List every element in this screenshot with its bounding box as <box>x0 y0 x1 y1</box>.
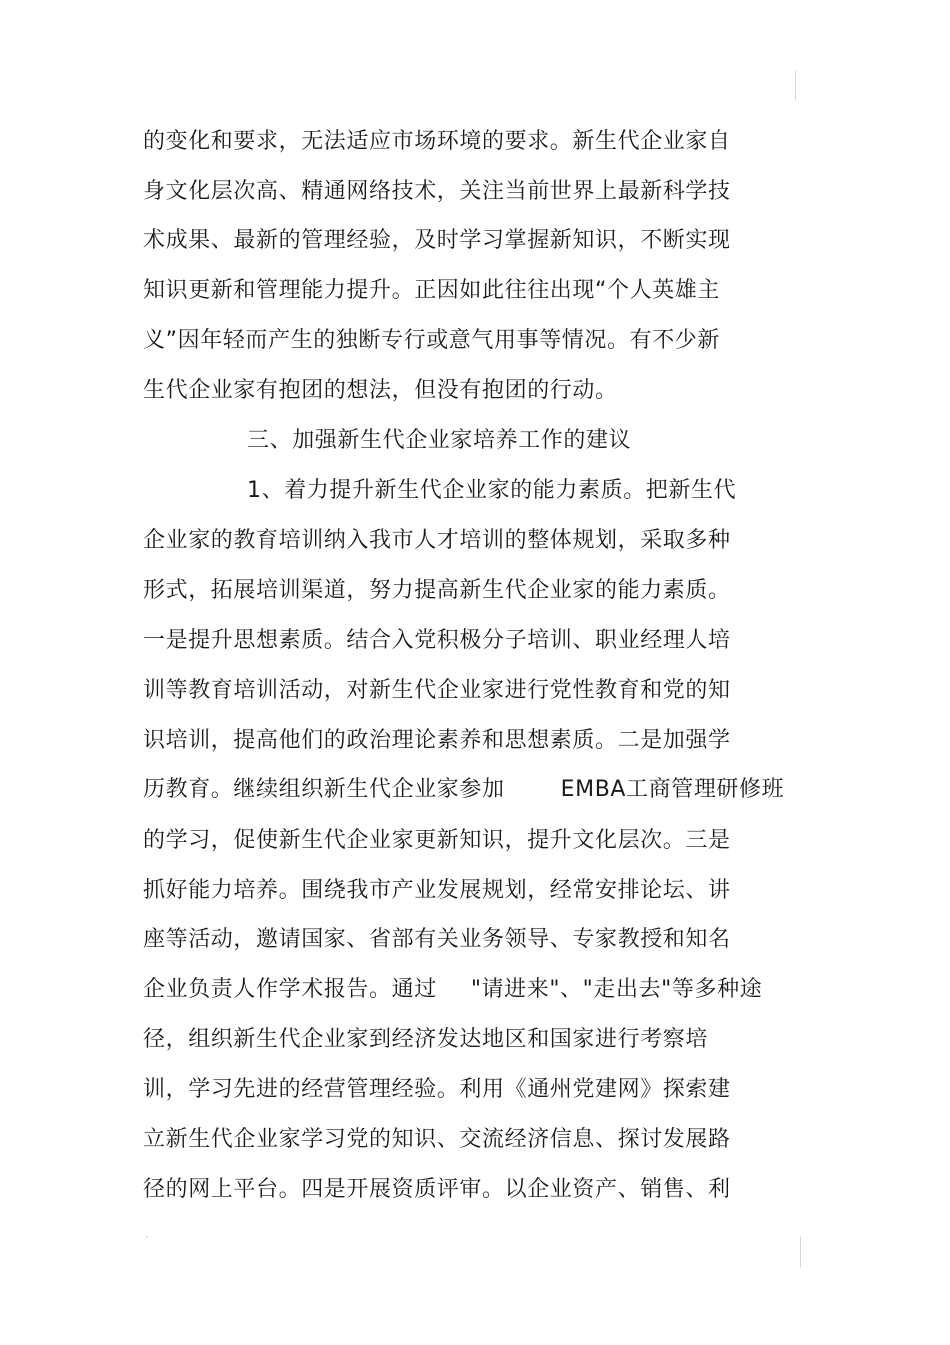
text-line-quotes <box>143 975 762 1005</box>
text-line: 生代企业家有抱团的想法，但没有抱团的行动。 <box>143 378 618 403</box>
text-line-emba <box>143 775 784 805</box>
emba-line-part-1: 历教育。继续组织新生代企业家参加 <box>143 777 505 802</box>
text-line: 的学习，促使新生代企业家更新知识，提升文化层次。三是 <box>143 828 731 853</box>
text-line: 训等教育培训活动，对新生代企业家进行党性教育和党的知 <box>143 678 731 703</box>
text-line: 义”因年轻而产生的独断专行或意气用事等情况。有不少新 <box>143 328 720 353</box>
item-1-first-line: 1、着力提升新生代企业家的能力素质。把新生代 <box>247 478 737 503</box>
text-line: 知识更新和管理能力提升。正因如此往往出现“个人英雄主 <box>143 278 720 303</box>
section-heading: 三、加强新生代企业家培养工作的建议 <box>247 428 632 453</box>
text-line: 识培训，提高他们的政治理论素养和思想素质。二是加强学 <box>143 728 731 753</box>
margin-mark-bottom <box>800 1236 801 1268</box>
text-line: 抓好能力培养。围绕我市产业发展规划，经常安排论坛、讲 <box>143 878 731 903</box>
scan-dot <box>146 1236 148 1238</box>
text-line: 径的网上平台。四是开展资质评审。以企业资产、销售、利 <box>143 1177 731 1202</box>
text-line: 企业家的教育培训纳入我市人才培训的整体规划，采取多种 <box>143 528 731 553</box>
text-line: 的变化和要求，无法适应市场环境的要求。新生代企业家自 <box>143 129 731 154</box>
emba-line-part-2: EMBA工商管理研修班 <box>560 777 785 802</box>
quote-line-part-2: "请进来"、"走出去"等多种途 <box>470 977 763 1002</box>
text-line: 径，组织新生代企业家到经济发达地区和国家进行考察培 <box>143 1027 709 1052</box>
text-line: 身文化层次高、精通网络技术，关注当前世界上最新科学技 <box>143 179 731 204</box>
quote-line-part-1: 企业负责人作学术报告。通过 <box>143 977 437 1002</box>
text-line: 训，学习先进的经营管理经验。利用《通州党建网》探索建 <box>143 1077 731 1102</box>
text-line: 形式，拓展培训渠道，努力提高新生代企业家的能力素质。 <box>143 578 731 603</box>
text-line: 一是提升思想素质。结合入党积极分子培训、职业经理人培 <box>143 628 731 653</box>
text-line: 座等活动，邀请国家、省部有关业务领导、专家教授和知名 <box>143 927 731 952</box>
margin-mark-top <box>795 70 796 100</box>
text-line: 立新生代企业家学习党的知识、交流经济信息、探讨发展路 <box>143 1127 731 1152</box>
text-line: 术成果、最新的管理经验，及时学习掌握新知识，不断实现 <box>143 228 731 253</box>
